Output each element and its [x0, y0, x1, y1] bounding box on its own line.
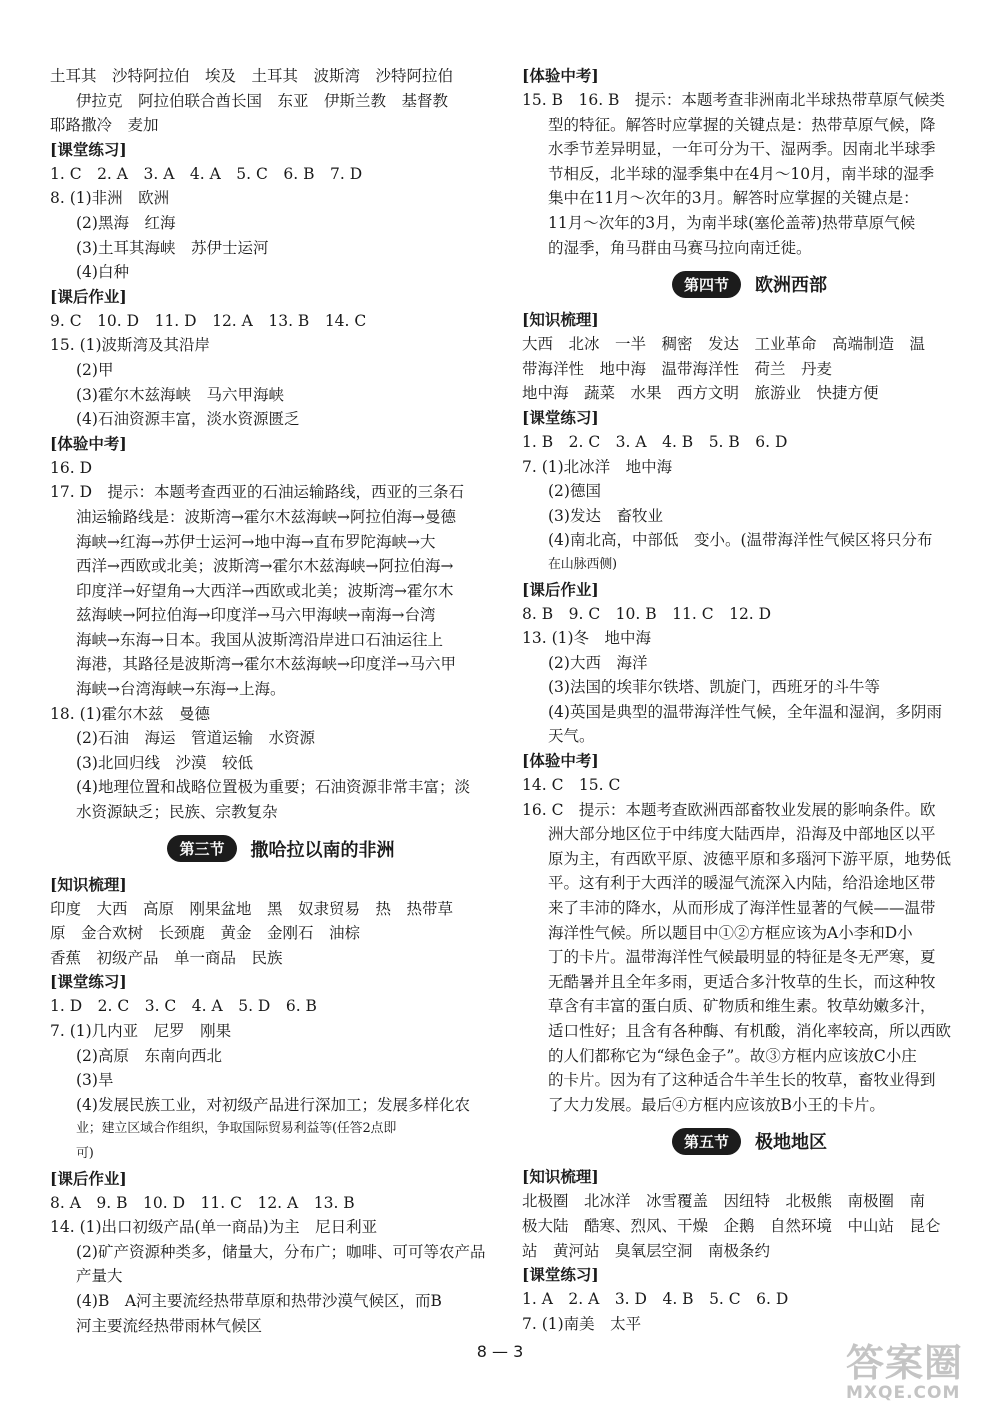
answer-line: 印度洋→好望角→大西洋→西欧或北美；波斯湾→霍尔木	[76, 581, 454, 600]
section-title: 欧洲西部	[755, 275, 827, 297]
answer-line: 原 金合欢树 长颈鹿 黄金 金刚石 油棕	[50, 924, 361, 943]
answer-line: 平。这有利于大西洋的暖湿气流深入内陆，给沿途地区带	[548, 874, 936, 893]
section-title: 极地地区	[755, 1132, 827, 1154]
answer-line: 原为主，有西欧平原、波德平原和多瑙河下游平原，地势低	[548, 849, 952, 868]
answer-line: 型的特征。解答时应掌握的关键点是：热带草原气候，降	[548, 115, 936, 134]
answer-line: 油运输路线是：波斯湾→霍尔木兹海峡→阿拉伯海→曼德	[76, 507, 456, 526]
answer-line: 洲大部分地区位于中纬度大陆西岸，沿海及中部地区以平	[548, 825, 936, 844]
answer-line: (4)B A河主要流经热带草原和热带沙漠气候区，而B	[76, 1291, 442, 1310]
answer-line: 海洋性气候。所以题目中①②方框应该为A小李和D小	[548, 923, 913, 942]
answer-line: 北极圈 北冰洋 冰雪覆盖 因纽特 北极熊 南极圈 南	[522, 1192, 926, 1211]
answer-line: 16. D	[50, 458, 93, 477]
answer-line: 17. D 提示：本题考查西亚的石油运输路线，西亚的三条石	[50, 483, 465, 502]
subsection-label: [课后作业]	[522, 579, 599, 599]
answer-line: 8. B 9. C 10. B 11. C 12. D	[522, 604, 772, 623]
answer-line: (2)大西 海洋	[548, 653, 648, 672]
answer-line: (4)发展民族工业，对初级产品进行深加工；发展多样化农	[76, 1095, 470, 1114]
answer-line: 节相反，北半球的湿季集中在4月～10月，南半球的湿季	[548, 164, 935, 183]
answer-line: 水资源缺乏；民族、宗教复杂	[76, 803, 278, 822]
subsection-label: [课堂练习]	[522, 1265, 599, 1285]
answer-line: 西洋→西欧或北美；波斯湾→霍尔木兹海峡→阿拉伯海→	[76, 557, 454, 576]
answer-line: 地中海 蔬菜 水果 西方文明 旅游业 快捷方便	[522, 384, 879, 403]
answer-line: 海峡→台湾海峡→东海→上海。	[76, 680, 286, 699]
answer-line: (4)石油资源丰富，淡水资源匮乏	[76, 410, 300, 429]
answer-line: 9. C 10. D 11. D 12. A 13. B 14. C	[50, 311, 367, 330]
answer-line: 业；建立区域合作组织，争取国际贸易利益等(任答2点即	[76, 1121, 397, 1137]
section-header	[522, 1121, 977, 1161]
answer-line: (3)北回归线 沙漠 较低	[76, 753, 253, 772]
section-title: 撒哈拉以南的非洲	[250, 839, 395, 861]
answer-line: (2)德国	[548, 482, 601, 501]
answer-line: 土耳其 沙特阿拉伯 埃及 土耳其 波斯湾 沙特阿拉伯	[50, 67, 454, 85]
answer-line: 的人们都称它为“绿色金子”。故③方框内应该放C小庄	[548, 1046, 917, 1065]
section-header	[522, 264, 977, 304]
answer-line: 8. (1)非洲 欧洲	[50, 189, 170, 208]
answer-line: 14. (1)出口初级产品(单一商品)为主 尼日利亚	[50, 1218, 378, 1237]
answer-line: 丁的卡片。温带海洋性气候最明显的特征是冬无严寒，夏	[548, 948, 936, 967]
answer-line: (3)法国的埃菲尔铁塔、凯旋门，西班牙的斗牛等	[548, 678, 880, 697]
answer-line: (4)南北高，中部低 变小。(温带海洋性气候区将只分布	[548, 531, 933, 550]
answer-line: (2)高原 东南向西北	[76, 1046, 222, 1065]
answer-line: 大西 北冰 一半 稠密 发达 工业革命 高端制造 温	[522, 335, 926, 354]
answer-line: 无酷暑并且全年多雨，更适合多汁牧草的生长，而这种牧	[548, 972, 936, 991]
subsection-label: [体验中考]	[522, 751, 599, 771]
watermark-url: MXQE.COM	[846, 1383, 961, 1403]
subsection-label: [课后作业]	[50, 1168, 127, 1188]
right-column	[522, 64, 977, 1336]
left-column	[50, 64, 512, 1338]
answer-line: 集中在11月～次年的3月。解答时应掌握的关键点是：	[548, 189, 919, 208]
subsection-label: [知识梳理]	[50, 874, 127, 894]
answer-line: 海峡→红海→苏伊士运河→地中海→直布罗陀海峡→大	[76, 532, 436, 551]
answer-line: 7. (1)几内亚 尼罗 刚果	[50, 1022, 232, 1040]
answer-line: (2)石油 海运 管道运输 水资源	[76, 729, 315, 748]
subsection-label: [体验中考]	[522, 66, 599, 85]
answer-line: 产量大	[76, 1267, 123, 1286]
answer-line: 适口性好；且含有各种酶、有机酸，消化率较高，所以西欧	[548, 1022, 952, 1040]
subsection-label: [体验中考]	[50, 433, 127, 453]
answer-line: 1. B 2. C 3. A 4. B 5. B 6. D	[522, 432, 788, 451]
section-badge: 第五节	[672, 1128, 741, 1155]
answer-line: 可)	[76, 1145, 94, 1161]
answer-line: 草含有丰富的蛋白质、矿物质和维生素。牧草幼嫩多汁，	[548, 997, 936, 1016]
section-header	[50, 829, 512, 869]
subsection-label: [知识梳理]	[522, 1167, 599, 1187]
page-number: 8 — 3	[476, 1342, 524, 1361]
answer-line: 河主要流经热带雨林气候区	[76, 1316, 263, 1335]
answer-line: (4)地理位置和战略位置极为重要；石油资源非常丰富；淡	[76, 778, 470, 797]
answer-line: 8. A 9. B 10. D 11. C 12. A 13. B	[50, 1193, 355, 1212]
answer-line: 耶路撒冷 麦加	[50, 116, 159, 135]
answer-line: 极大陆 酷寒、烈风、干燥 企鹅 自然环境 中山站 昆仑	[522, 1216, 941, 1235]
answer-line: 了大力发展。最后④方框内应该放B小王的卡片。	[548, 1095, 885, 1114]
answer-line: 来了丰沛的降水，从而形成了海洋性显著的气候——温带	[548, 899, 936, 918]
answer-line: (2)黑海 红海	[76, 213, 176, 232]
answer-line: (2)矿产资源种类多，储量大，分布广；咖啡、可可等农产品	[76, 1242, 486, 1261]
answer-line: 印度 大西 高原 刚果盆地 黑 奴隶贸易 热 热带草	[50, 899, 454, 918]
answer-line: 15. B 16. B 提示：本题考查非洲南北半球热带草原气候类	[522, 91, 945, 109]
answer-line: 14. C 15. C	[522, 776, 621, 795]
answer-line: 1. D 2. C 3. C 4. A 5. D 6. B	[50, 997, 317, 1016]
answer-line: 16. C 提示：本题考查欧洲西部畜牧业发展的影响条件。欧	[522, 800, 936, 819]
answer-line: 13. (1)冬 地中海	[522, 629, 652, 648]
answer-line: 站 黄河站 臭氧层空洞 南极条约	[522, 1241, 771, 1260]
answer-line: 15. (1)波斯湾及其沿岸	[50, 336, 211, 355]
answer-line: 的卡片。因为有了这种适合牛羊生长的牧草，畜牧业得到	[548, 1071, 936, 1090]
answer-line: 7. (1)北冰洋 地中海	[522, 457, 673, 476]
answer-line: 带海洋性 地中海 温带海洋性 荷兰 丹麦	[522, 359, 833, 378]
subsection-label: [课堂练习]	[522, 407, 599, 427]
answer-line: (4)英国是典型的温带海洋性气候，全年温和湿润，多阴雨	[548, 702, 942, 721]
section-badge: 第三节	[167, 835, 236, 862]
answer-line: 在山脉西侧)	[548, 556, 617, 572]
answer-line: 水季节差异明显，一年可分为干、湿两季。因南北半球季	[548, 140, 936, 159]
answer-line: 天气。	[548, 727, 595, 746]
watermark-logo	[846, 1332, 981, 1410]
answer-line: (4)白种	[76, 263, 129, 282]
answer-line: (3)发达 畜牧业	[548, 506, 663, 525]
answer-line: 18. (1)霍尔木兹 曼德	[50, 704, 211, 723]
answer-line: 兹海峡→阿拉伯海→印度洋→马六甲海峡→南海→台湾	[76, 606, 436, 625]
answer-line: 香蕉 初级产品 单一商品 民族	[50, 948, 283, 967]
answer-line: (3)土耳其海峡 苏伊士运河	[76, 238, 269, 257]
answer-line: (2)甲	[76, 360, 114, 379]
section-badge: 第四节	[672, 271, 741, 298]
subsection-label: [课堂练习]	[50, 139, 127, 159]
subsection-label: [课堂练习]	[50, 972, 127, 992]
answer-line: (3)霍尔木兹海峡 马六甲海峡	[76, 385, 284, 404]
subsection-label: [课后作业]	[50, 286, 127, 306]
answer-line: 的湿季，角马群由马赛马拉向南迁徙。	[548, 238, 812, 257]
answer-line: 海峡→东海→日本。我国从波斯湾沿岸进口石油运往上	[76, 630, 443, 649]
answer-line: 11月～次年的3月，为南半球(塞伦盖蒂)热带草原气候	[548, 213, 916, 232]
answer-line: 伊拉克 阿拉伯联合酋长国 东亚 伊斯兰教 基督教	[76, 91, 449, 110]
subsection-label: [知识梳理]	[522, 310, 599, 330]
answer-line: (3)旱	[76, 1071, 114, 1090]
answer-line: 7. (1)南美 太平	[522, 1314, 642, 1333]
answer-line: 1. C 2. A 3. A 4. A 5. C 6. B 7. D	[50, 164, 363, 183]
answer-line: 1. A 2. A 3. D 4. B 5. C 6. D	[522, 1290, 789, 1309]
answer-line: 海港，其路径是波斯湾→霍尔木兹海峡→印度洋→马六甲	[76, 655, 456, 674]
watermark-main: 答案圈	[846, 1341, 964, 1385]
